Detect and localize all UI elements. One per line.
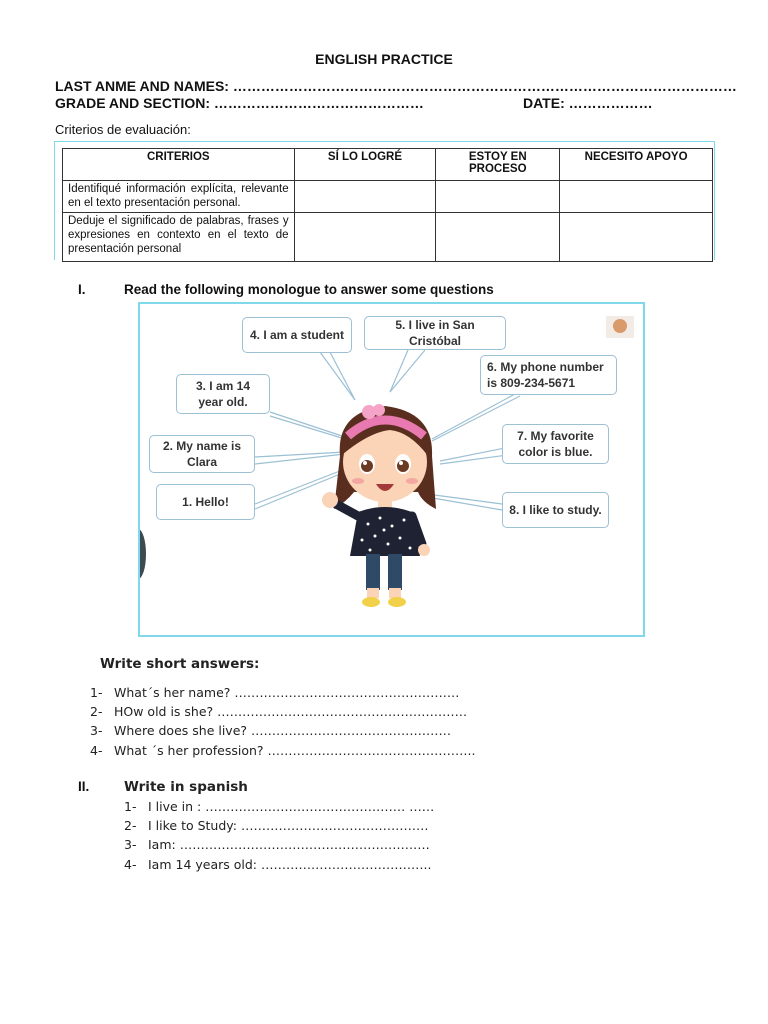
list-item: 1- I live in : ………………………………………… ……: [124, 799, 435, 814]
bubble-6: 6. My phone number is 809-234-5671: [480, 355, 617, 395]
criteria-cell[interactable]: [294, 213, 436, 262]
criteria-row-text: Deduje el significado de palabras, frases y expresiones en contexto en el texto de presentación personal: [63, 213, 295, 262]
short-answers-title: Write short answers:: [100, 656, 260, 672]
criteria-cell[interactable]: [436, 213, 560, 262]
bubble-5: 5. I live in San Cristóbal: [364, 316, 506, 350]
monologue-illustration: [138, 302, 645, 637]
bubble-3: 3. I am 14 year old.: [176, 374, 270, 414]
section-1-title: Read the following monologue to answer some questions: [124, 282, 494, 297]
bubble-2: 2. My name is Clara: [149, 435, 255, 473]
bubble-1: 1. Hello!: [156, 484, 255, 520]
bubble-4: 4. I am a student: [242, 317, 352, 353]
bubble-7: 7. My favorite color is blue.: [502, 424, 609, 464]
criteria-cell[interactable]: [436, 181, 560, 213]
date-line: DATE: ………………: [523, 95, 653, 111]
criteria-table: [62, 148, 713, 262]
criteria-row-text: Identifiqué información explícita, relevante en el texto presentación personal.: [63, 181, 295, 213]
criteria-cell[interactable]: [294, 181, 436, 213]
col-si-lo-logre: SÍ LO LOGRÉ: [294, 149, 436, 181]
page-title: ENGLISH PRACTICE: [315, 51, 453, 67]
criteria-header-row: [63, 149, 713, 181]
criteria-cell[interactable]: [560, 181, 713, 213]
section-1-number: I.: [78, 282, 86, 297]
criteria-row: [63, 213, 713, 262]
criteria-cell[interactable]: [560, 213, 713, 262]
list-item: 1- What´s her name? ………………………………………………: [90, 685, 460, 700]
col-criterios: CRITERIOS: [63, 149, 295, 181]
list-item: 3- Iam: ……………………………………………………: [124, 837, 430, 852]
list-item: 2- HOw old is she? ……………………………………………………: [90, 704, 468, 719]
list-item: 2- I like to Study: ………………………………………: [124, 818, 429, 833]
col-necesito-apoyo: NECESITO APOYO: [560, 149, 713, 181]
names-line: LAST ANME AND NAMES: ………………………………………………………………………………………………: [55, 78, 737, 94]
section-2-title: Write in spanish: [124, 779, 248, 795]
criteria-label: Criterios de evaluación:: [55, 122, 191, 137]
list-item: 3- Where does she live? …………………………………………: [90, 723, 451, 738]
section-2-number: II.: [78, 779, 90, 794]
list-item: 4- Iam 14 years old: …………………………………..: [124, 857, 432, 872]
col-estoy-en-proceso: ESTOY EN PROCESO: [436, 149, 560, 181]
grade-section-line: GRADE AND SECTION: ………………………………………: [55, 95, 424, 111]
bubble-8: 8. I like to study.: [502, 492, 609, 528]
criteria-row: [63, 181, 713, 213]
list-item: 4- What ´s her profession? …………………………………………..: [90, 743, 476, 758]
